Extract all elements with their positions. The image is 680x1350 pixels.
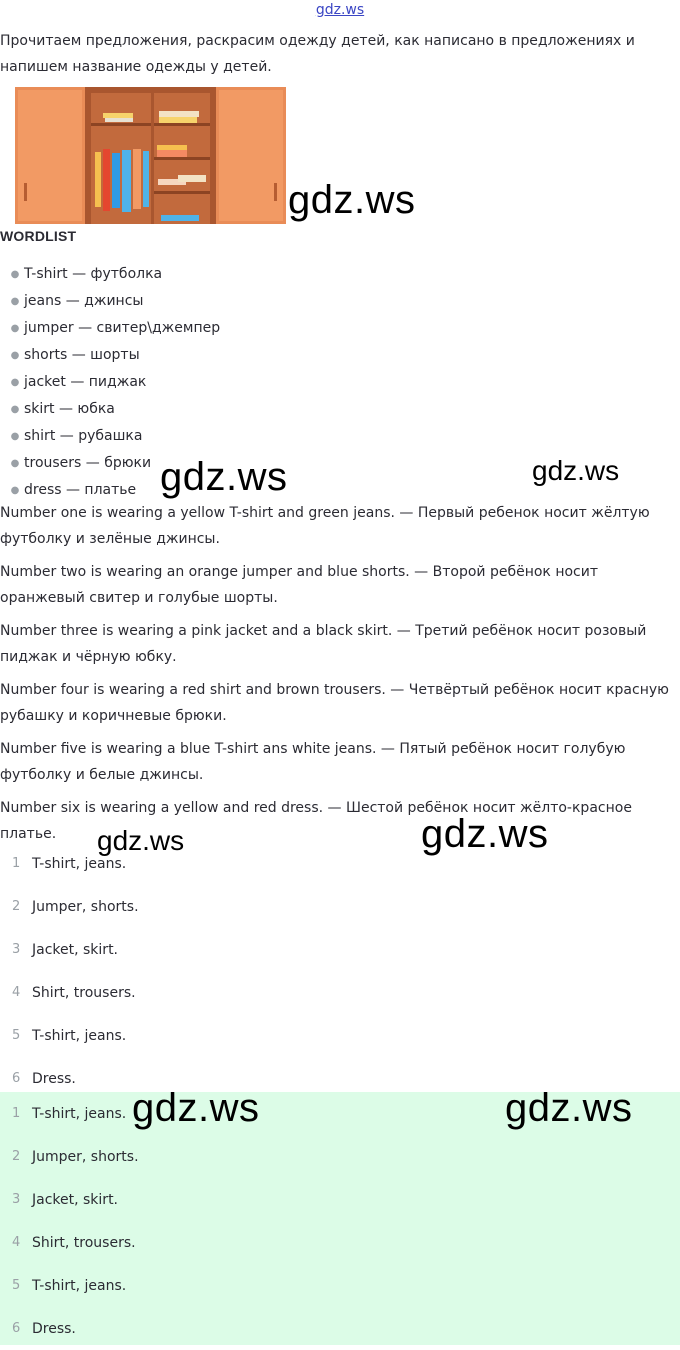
sentence: Number six is wearing a yellow and red dress. — Шестой ребёнок носит жёлто-красное платье. xyxy=(0,800,632,842)
list-item: 2 Jumper, shorts. xyxy=(12,1148,139,1165)
watermark: gdz.ws xyxy=(288,178,416,222)
list-item: 1 T-shirt, jeans. xyxy=(12,855,127,872)
list-item: 5 T-shirt, jeans. xyxy=(12,1027,127,1044)
list-item: ● jeans — джинсы xyxy=(0,288,220,315)
list-item: ● shorts — шорты xyxy=(0,342,220,369)
watermark: gdz.ws xyxy=(421,812,549,856)
bullet-icon: ● xyxy=(10,269,20,280)
bullet-icon: ● xyxy=(10,431,20,442)
wardrobe-illustration xyxy=(15,87,286,224)
sentence: Number five is wearing a blue T-shirt ans white jeans. — Пятый ребёнок носит голубую футболку и белые джинсы. xyxy=(0,741,626,783)
watermark: gdz.ws xyxy=(132,1086,260,1130)
list-item: 6 Dress. xyxy=(12,1320,76,1337)
intro-text: Прочитаем предложения, раскрасим одежду детей, как написано в предложениях и напишем название одежды у детей. xyxy=(0,33,635,75)
sentences xyxy=(0,500,672,854)
site-link[interactable]: gdz.ws xyxy=(315,2,365,18)
list-item: ● jumper — свитер\джемпер xyxy=(0,315,220,342)
bullet-icon: ● xyxy=(10,485,20,496)
watermark: gdz.ws xyxy=(505,1086,633,1130)
watermark: gdz.ws xyxy=(160,455,288,499)
list-item: 1 T-shirt, jeans. xyxy=(12,1105,127,1122)
bullet-icon: ● xyxy=(10,323,20,334)
list-item: 3 Jacket, skirt. xyxy=(12,1191,119,1208)
watermark: gdz.ws xyxy=(532,455,620,486)
bullet-icon: ● xyxy=(10,296,20,307)
watermark: gdz.ws xyxy=(97,825,185,856)
list-item: ● T-shirt — футболка xyxy=(0,261,220,288)
bullet-icon: ● xyxy=(10,404,20,415)
bullet-icon: ● xyxy=(10,377,20,388)
list-item: 4 Shirt, trousers. xyxy=(12,1234,136,1251)
sentence: Number one is wearing a yellow T-shirt and green jeans. — Первый ребенок носит жёлтую футболку и зелёные джинсы. xyxy=(0,505,650,547)
bullet-icon: ● xyxy=(10,458,20,469)
sentence: Number three is wearing a pink jacket and a black skirt. — Третий ребёнок носит розовый пиджак и чёрную юбку. xyxy=(0,623,647,665)
list-item: 4 Shirt, trousers. xyxy=(12,984,136,1001)
sentence: Number two is wearing an orange jumper and blue shorts. — Второй ребёнок носит оранжевый свитер и голубые шорты. xyxy=(0,564,599,606)
list-item: 3 Jacket, skirt. xyxy=(12,941,119,958)
list-item: ● dress — платье xyxy=(0,477,220,504)
list-item: 5 T-shirt, jeans. xyxy=(12,1277,127,1294)
wordlist-title: WORDLIST xyxy=(0,228,77,244)
list-item: ● shirt — рубашка xyxy=(0,423,220,450)
list-item: ● trousers — брюки xyxy=(0,450,220,477)
answer-list xyxy=(0,842,680,1100)
list-item: 2 Jumper, shorts. xyxy=(12,898,139,915)
sentence: Number four is wearing a red shirt and brown trousers. — Четвёртый ребёнок носит красную рубашку и коричневые брюки. xyxy=(0,682,669,724)
list-item: ● jacket — пиджак xyxy=(0,369,220,396)
list-item: 6 Dress. xyxy=(12,1070,76,1087)
list-item: ● skirt — юбка xyxy=(0,396,220,423)
bullet-icon: ● xyxy=(10,350,20,361)
